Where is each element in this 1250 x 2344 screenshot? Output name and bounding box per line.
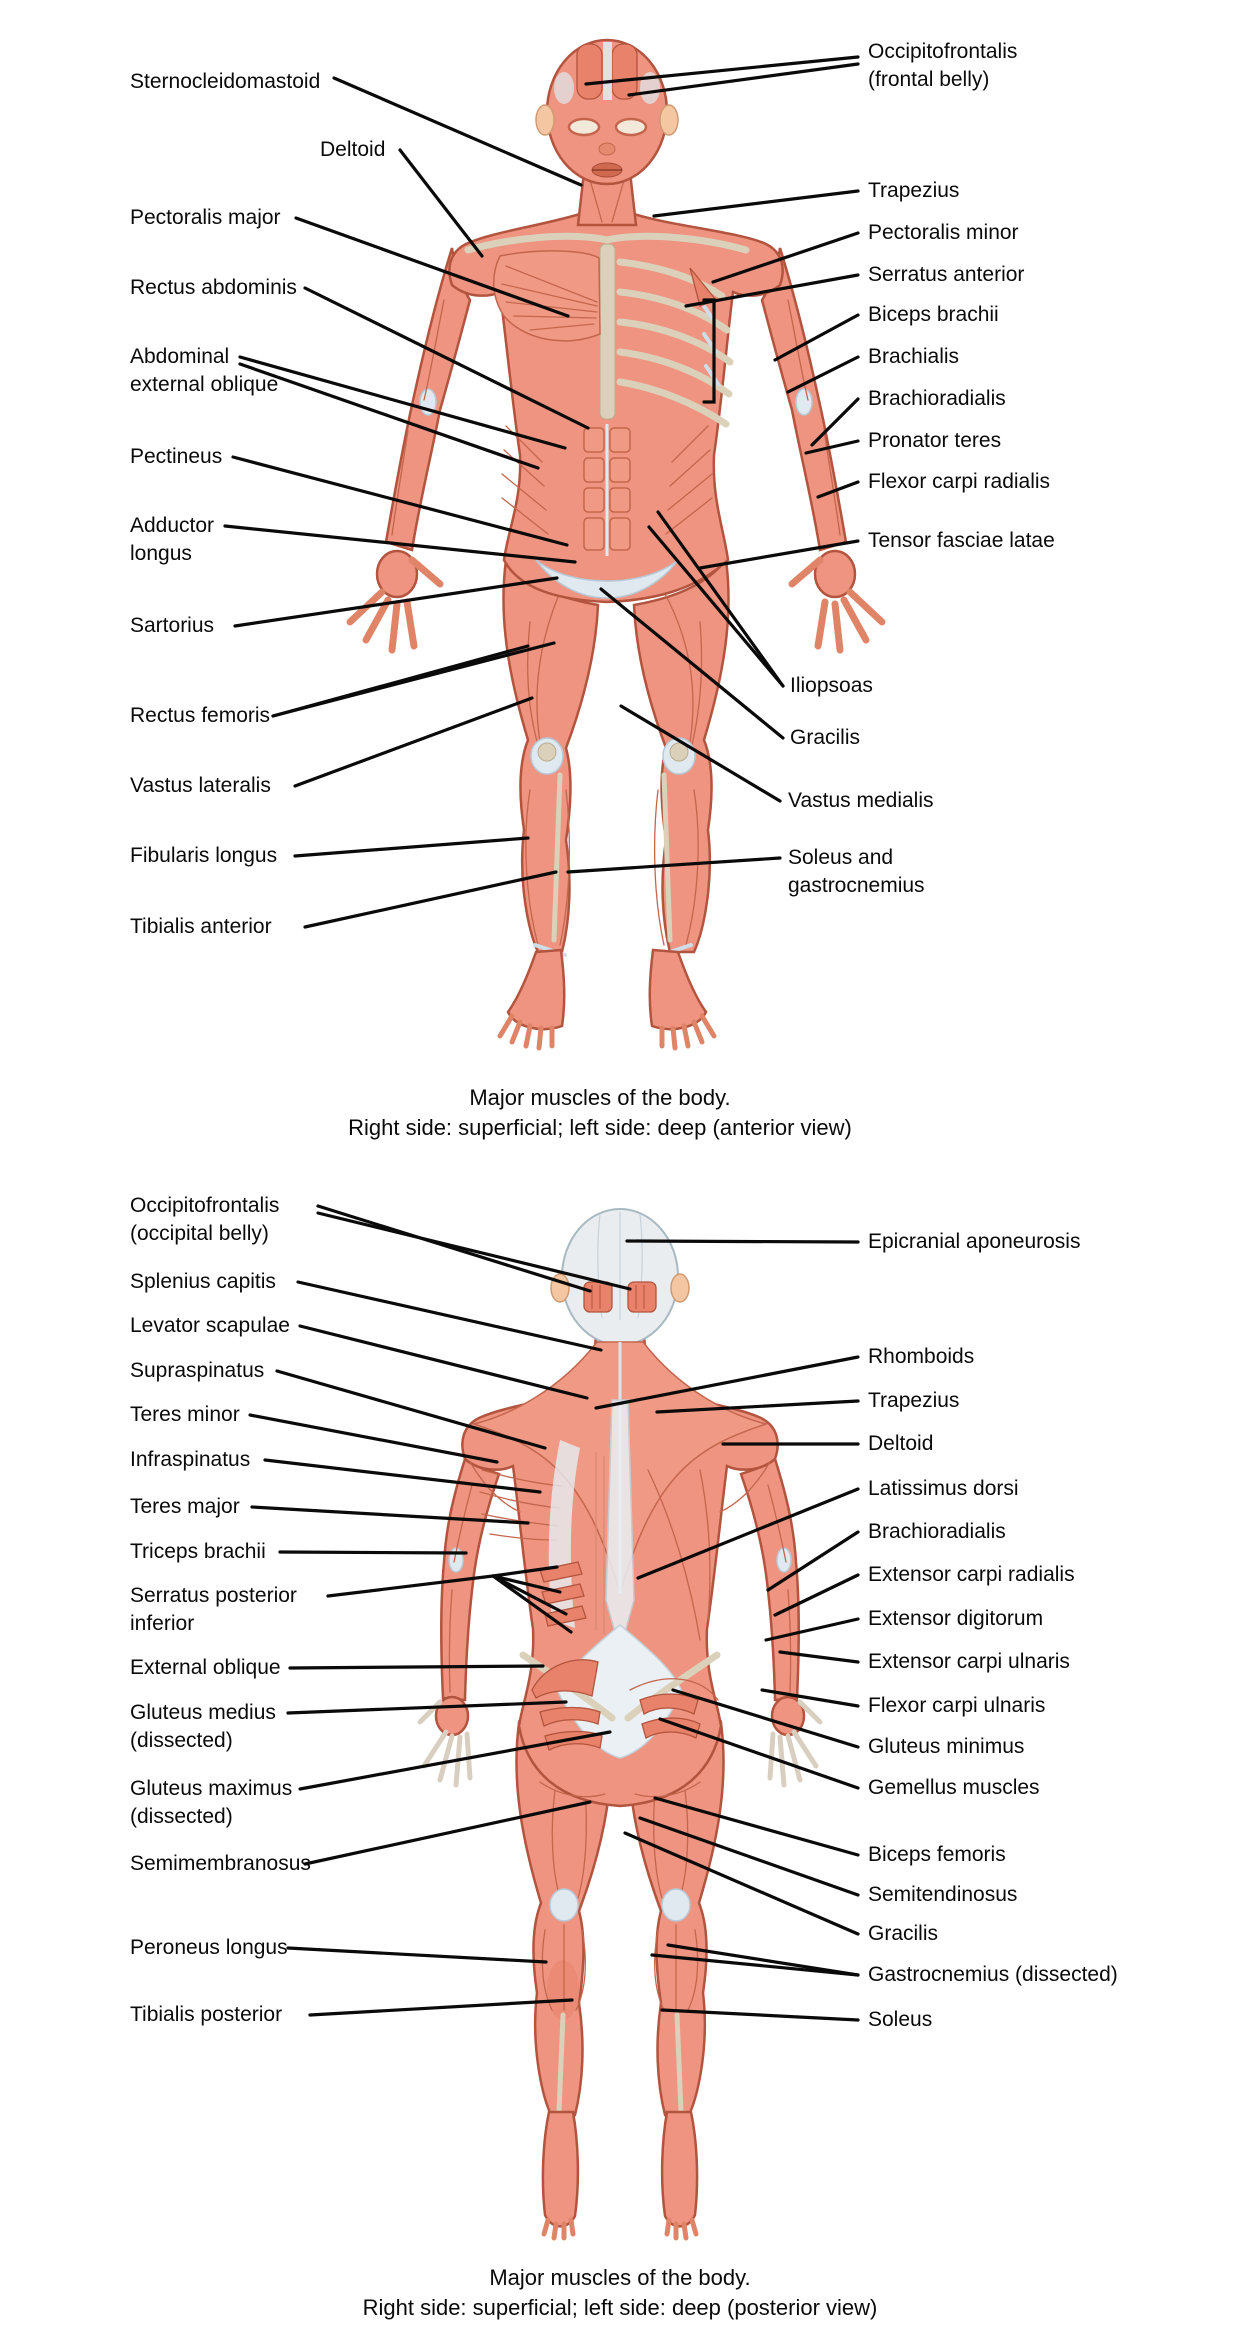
label-flexor-carpi-radialis: Flexor carpi radialis [868, 470, 1051, 493]
label-flexor-carpi-ulnaris: Flexor carpi ulnaris [868, 1694, 1046, 1717]
eye [616, 119, 646, 135]
anterior-caption-line1: Major muscles of the body. [469, 1085, 731, 1110]
posterior-left-hand [420, 1697, 470, 1785]
label-fibularis-longus: Fibularis longus [130, 844, 278, 867]
anterior-caption-line2: Right side: superficial; left side: deep (anterior view) [348, 1115, 852, 1140]
posterior-caption [150, 2263, 1090, 2323]
label-iliopsoas: Iliopsoas [790, 674, 873, 697]
eye [569, 119, 599, 135]
label-gracilis-anterior: Gracilis [790, 726, 861, 749]
anterior-left-hand [350, 551, 440, 650]
label-biceps-femoris: Biceps femoris [868, 1843, 1006, 1866]
label-vastus-medialis: Vastus medialis [788, 789, 934, 812]
label-semimembranosus: Semimembranosus [130, 1852, 311, 1875]
label-gastrocnemius-dissected: Gastrocnemius (dissected) [868, 1963, 1118, 1986]
label-supraspinatus: Supraspinatus [130, 1359, 265, 1382]
rectus-abdominis-blocks [584, 424, 630, 556]
label-vastus-lateralis: Vastus lateralis [130, 774, 271, 797]
occipitalis [584, 1282, 612, 1312]
label-latissimus-dorsi: Latissimus dorsi [868, 1477, 1019, 1500]
anterior-caption [150, 1083, 1050, 1143]
label-serratus-anterior: Serratus anterior [868, 263, 1025, 286]
label-triceps-brachii: Triceps brachii [130, 1540, 266, 1563]
label-sartorius: Sartorius [130, 614, 215, 637]
label-splenius-capitis: Splenius capitis [130, 1270, 276, 1293]
label-rhomboids: Rhomboids [868, 1345, 975, 1368]
label-external-oblique-posterior: External oblique [130, 1656, 281, 1679]
label-brachioradialis-anterior: Brachioradialis [868, 387, 1006, 410]
label-tibialis-anterior: Tibialis anterior [130, 915, 272, 938]
label-gluteus-medius: Gluteus medius (dissected) [130, 1701, 276, 1752]
ear [536, 105, 554, 135]
label-brachioradialis-posterior: Brachioradialis [868, 1520, 1006, 1543]
label-occipitofrontalis-occipital: Occipitofrontalis (occipital belly) [130, 1194, 280, 1245]
ear [671, 1274, 689, 1302]
label-trapezius-anterior: Trapezius [868, 179, 960, 202]
label-teres-minor: Teres minor [130, 1403, 240, 1426]
label-adductor-longus: Adductor longus [130, 514, 215, 565]
label-soleus: Soleus [868, 2008, 933, 2031]
posterior-caption-line2: Right side: superficial; left side: deep (posterior view) [362, 2295, 878, 2320]
label-gluteus-minimus: Gluteus minimus [868, 1735, 1025, 1758]
label-pectineus: Pectineus [130, 445, 223, 468]
label-semitendinosus: Semitendinosus [868, 1883, 1018, 1906]
label-epicranial-aponeurosis: Epicranial aponeurosis [868, 1230, 1081, 1253]
label-sternocleidomastoid: Sternocleidomastoid [130, 70, 321, 93]
label-deltoid-posterior: Deltoid [868, 1432, 934, 1455]
label-pectoralis-minor: Pectoralis minor [868, 221, 1019, 244]
label-extensor-digitorum: Extensor digitorum [868, 1607, 1044, 1630]
label-occipitofrontalis-frontal: Occipitofrontalis (frontal belly) [868, 40, 1018, 91]
label-teres-major: Teres major [130, 1495, 240, 1518]
label-rectus-abdominis: Rectus abdominis [130, 276, 297, 299]
label-soleus-gastrocnemius: Soleus and gastrocnemius [788, 846, 925, 897]
label-gluteus-maximus: Gluteus maximus (dissected) [130, 1777, 293, 1828]
label-extensor-carpi-radialis: Extensor carpi radialis [868, 1563, 1075, 1586]
label-trapezius-posterior: Trapezius [868, 1389, 960, 1412]
label-gemellus-muscles: Gemellus muscles [868, 1776, 1040, 1799]
label-pectoralis-major: Pectoralis major [130, 206, 281, 229]
posterior-caption-line1: Major muscles of the body. [489, 2265, 751, 2290]
label-biceps-brachii: Biceps brachii [868, 303, 999, 326]
label-serratus-posterior-inferior: Serratus posterior inferior [130, 1584, 297, 1635]
label-deltoid-anterior: Deltoid [320, 138, 386, 161]
nose [599, 143, 615, 155]
label-tensor-fasciae-latae: Tensor fasciae latae [868, 529, 1055, 552]
label-rectus-femoris: Rectus femoris [130, 704, 271, 727]
label-brachialis: Brachialis [868, 345, 960, 368]
label-gracilis-posterior: Gracilis [868, 1922, 939, 1945]
occipitalis [628, 1282, 656, 1312]
posterior-figure [420, 1209, 820, 2238]
label-tibialis-posterior: Tibialis posterior [130, 2003, 283, 2026]
label-extensor-carpi-ulnaris: Extensor carpi ulnaris [868, 1650, 1070, 1673]
anterior-right-hand [792, 551, 882, 650]
label-infraspinatus: Infraspinatus [130, 1448, 251, 1471]
ear [660, 105, 678, 135]
label-peroneus-longus: Peroneus longus [130, 1936, 288, 1959]
label-pronator-teres: Pronator teres [868, 429, 1002, 452]
label-abdominal-external-oblique: Abdominal external oblique [130, 345, 279, 396]
label-levator-scapulae: Levator scapulae [130, 1314, 290, 1337]
